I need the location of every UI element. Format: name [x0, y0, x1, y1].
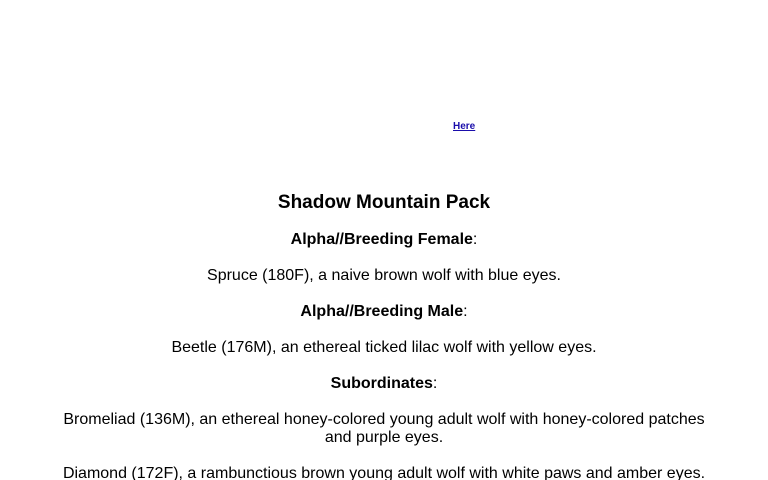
heading-label: Subordinates — [330, 375, 433, 392]
heading-label: Alpha//Breeding Male — [300, 303, 464, 320]
alpha-female-heading — [60, 231, 708, 249]
pack-title: Shadow Mountain Pack — [277, 192, 491, 213]
heading-colon: : — [472, 231, 478, 248]
alpha-female-description: Spruce (180F), a naive brown wolf with blue eyes. — [207, 267, 561, 284]
alpha-male-description: Beetle (176M), an ethereal ticked lilac wolf with yellow eyes. — [171, 339, 597, 356]
heading-label: Alpha//Breeding Female — [290, 231, 473, 248]
alpha-male-heading — [60, 303, 708, 321]
heading-colon: : — [432, 375, 438, 392]
subordinate-description: Diamond (172F), a rambunctious brown young adult wolf with white paws and amber eyes. — [62, 465, 706, 480]
subordinates-heading — [60, 375, 708, 393]
subordinate-description: Bromeliad (136M), an ethereal honey-colored young adult wolf with honey-colored patches and purple eyes. — [63, 411, 705, 446]
pack-content — [60, 193, 708, 480]
heading-colon: : — [463, 303, 468, 320]
here-link[interactable]: Here — [453, 121, 476, 132]
